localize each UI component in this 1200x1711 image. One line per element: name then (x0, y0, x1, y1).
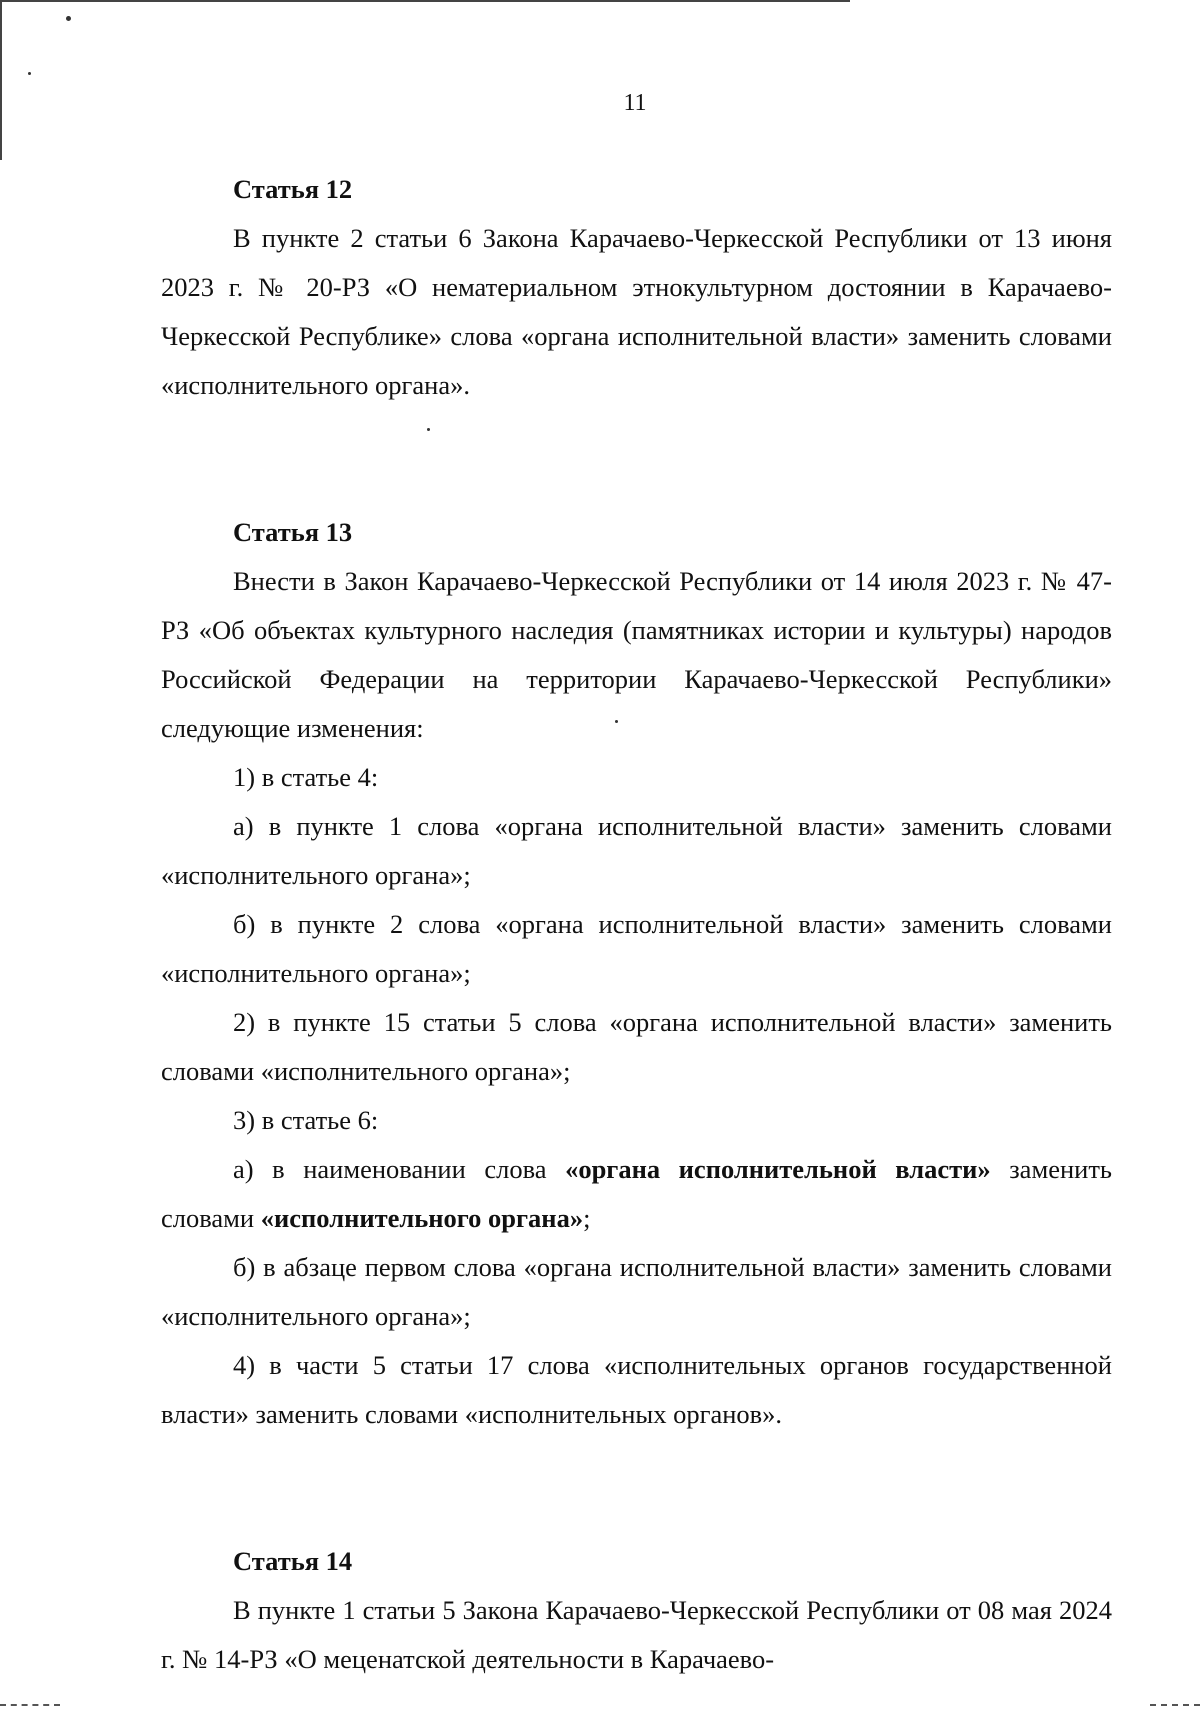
scan-border-bottom-right (1150, 1704, 1200, 1706)
paragraph-mixed (161, 1145, 1112, 1243)
paragraph: а) в пункте 1 слова «органа исполнительной власти» заменить словами «исполнительного органа»; (161, 811, 1112, 890)
scan-speck (66, 16, 71, 21)
article-14 (161, 1537, 1112, 1684)
spacer (161, 1488, 1112, 1537)
spacer (161, 410, 1112, 459)
text-run: ; (583, 1203, 591, 1233)
scan-border-left (0, 0, 2, 160)
scan-border-bottom-left (0, 1704, 60, 1706)
paragraph: б) в пункте 2 слова «органа исполнительной власти» заменить словами «исполнительного органа»; (161, 909, 1112, 988)
paragraph: Внести в Закон Карачаево-Черкесской Республики от 14 июля 2023 г. № 47-РЗ «Об объектах культурного наследия (памятниках истории и культуры) народов Российской Федерации на территории Карачаево-Черкесской Республики» следующие изменения: (161, 566, 1112, 743)
spacer (161, 1439, 1112, 1488)
article-13 (161, 508, 1112, 1439)
paragraph: б) в абзаце первом слова «органа исполнительной власти» заменить словами «исполнительного органа»; (161, 1252, 1112, 1331)
paragraph: В пункте 1 статьи 5 Закона Карачаево-Черкесской Республики от 08 мая 2024 г. № 14-РЗ «О меценатской деятельности в Карачаево- (161, 1595, 1112, 1674)
spacer (161, 459, 1112, 508)
article-heading: Статья 13 (233, 517, 353, 547)
article-heading: Статья 12 (233, 174, 353, 204)
paragraph: 2) в пункте 15 статьи 5 слова «органа исполнительной власти» заменить словами «исполнительного органа»; (161, 1007, 1112, 1086)
bold-run: «органа исполнительной власти» (565, 1154, 991, 1184)
paragraph: 3) в статье 6: (233, 1105, 379, 1135)
scan-border-top (0, 0, 850, 2)
text-run: заменить словами (161, 1154, 1113, 1233)
paragraph: 4) в части 5 статьи 17 слова «исполнительных органов государственной власти» заменить словами «исполнительных органов». (161, 1350, 1112, 1429)
paragraph: В пункте 2 статьи 6 Закона Карачаево-Черкесской Республики от 13 июня 2023 г. № 20-РЗ «О нематериальном этнокультурном достоянии в Карачаево-Черкесской Республике» слова «органа исполнительной власти» заменить словами «исполнительного органа». (161, 223, 1112, 400)
document-body (161, 165, 1112, 1684)
article-12 (161, 165, 1112, 410)
page-number: 11 (623, 90, 647, 116)
text-run: а) в наименовании слова (233, 1154, 566, 1184)
scan-speck (28, 72, 31, 75)
paragraph: 1) в статье 4: (233, 762, 379, 792)
bold-run: «исполнительного органа» (260, 1203, 584, 1233)
article-heading: Статья 14 (233, 1546, 353, 1576)
